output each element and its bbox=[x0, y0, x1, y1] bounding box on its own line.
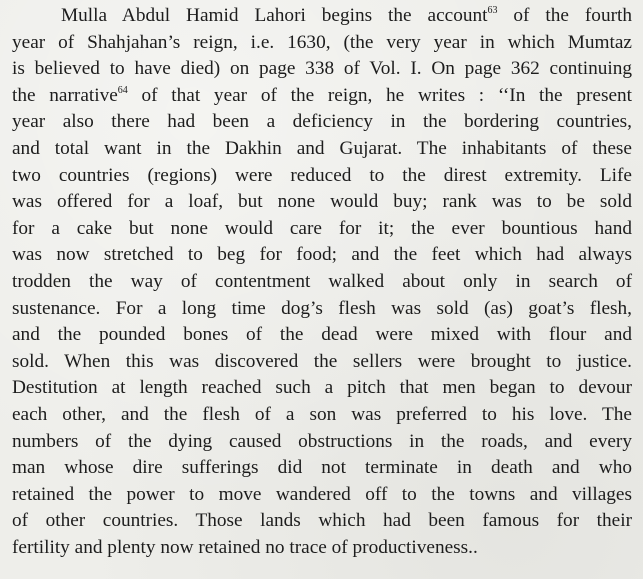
footnote-marker-64: 64 bbox=[117, 84, 128, 96]
text-line-10: was now stretched to beg for food; and the feet which had always bbox=[12, 244, 632, 266]
body-paragraph bbox=[12, 3, 632, 561]
text-line-9: for a cake but none would care for it; the ever bountious hand bbox=[12, 217, 632, 239]
text-line-21: fertility and plenty now retained no trace of productiveness.. bbox=[12, 536, 478, 558]
text-line-2: year of Shahjahan’s reign, i.e. 1630, (the very year in which Mumtaz bbox=[12, 31, 632, 53]
text-line-19: retained the power to move wandered off to the towns and villages bbox=[12, 483, 632, 505]
text-line-4 bbox=[12, 83, 632, 110]
line-text: the narrative bbox=[12, 84, 118, 106]
text-line-6: and total want in the Dakhin and Gujarat. The inhabitants of these bbox=[12, 137, 632, 159]
text-line-11: trodden the way of contentment walked about only in search of bbox=[12, 270, 632, 292]
footnote-marker-63: 63 bbox=[487, 5, 498, 16]
line-text: Mulla Abdul Hamid Lahori begins the account bbox=[61, 5, 488, 26]
text-line-1 bbox=[12, 3, 632, 30]
text-line-12: sustenance. For a long time dog’s flesh was sold (as) goat’s flesh, bbox=[12, 297, 632, 319]
text-line-15: Destitution at length reached such a pitch that men began to devour bbox=[12, 377, 632, 399]
line-text: of that year of the reign, he writes : ‘‘In the present bbox=[127, 84, 633, 106]
text-line-13: and the pounded bones of the dead were mixed with flour and bbox=[12, 324, 632, 346]
text-line-7: two countries (regions) were reduced to the direst extremity. Life bbox=[12, 164, 632, 186]
text-line-16: each other, and the flesh of a son was preferred to his love. The bbox=[12, 403, 632, 425]
text-line-14: sold. When this was discovered the sellers were brought to justice. bbox=[12, 350, 632, 372]
text-line-8: was offered for a loaf, but none would buy; rank was to be sold bbox=[12, 191, 632, 213]
text-line-5: year also there had been a deficiency in the bordering countries, bbox=[12, 111, 632, 133]
line-text: of the fourth bbox=[497, 5, 633, 26]
text-line-3: is believed to have died) on page 338 of Vol. I. On page 362 continuing bbox=[12, 58, 632, 80]
text-line-20: of other countries. Those lands which had been famous for their bbox=[12, 510, 632, 532]
text-line-17: numbers of the dying caused obstructions in the roads, and every bbox=[12, 430, 632, 452]
text-line-18: man whose dire sufferings did not terminate in death and who bbox=[12, 457, 632, 479]
